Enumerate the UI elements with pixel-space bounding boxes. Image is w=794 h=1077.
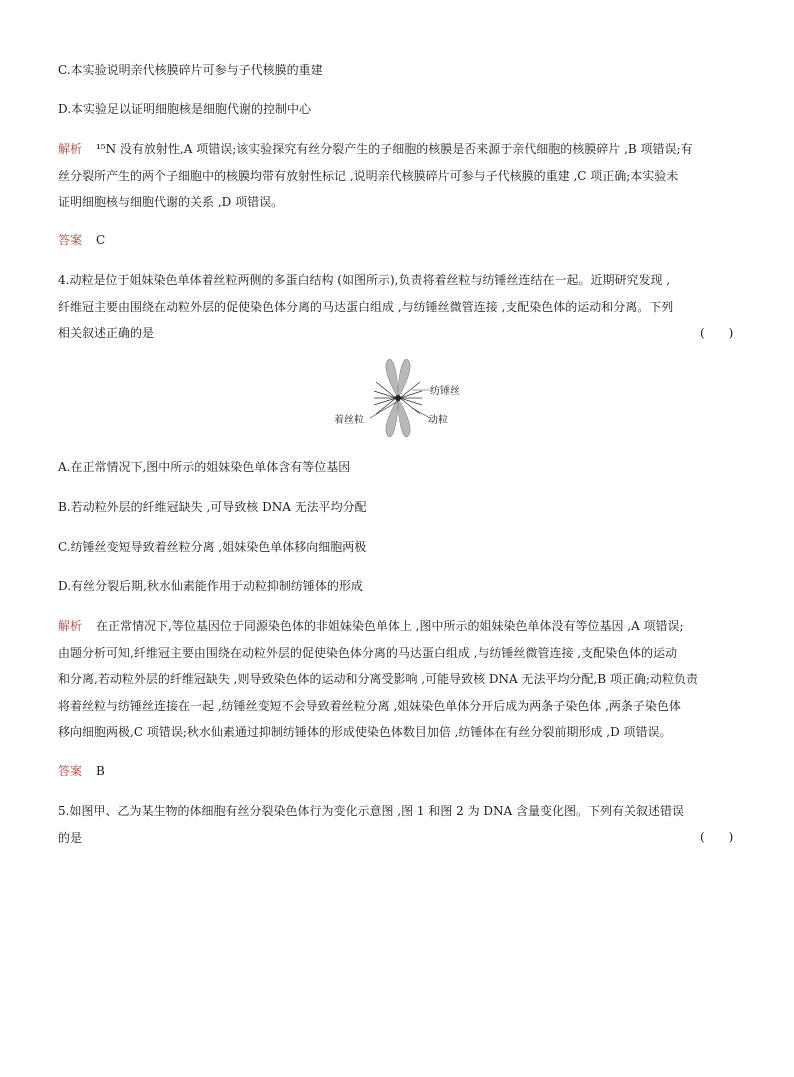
analysis-line: 移向细胞两极,C 项错误;秋水仙素通过抑制纺锤体的形成使染色体数目加倍 ,纺锤体在有丝分裂前期形成 ,D 项错误。 [58, 725, 672, 739]
option-d: D.本实验足以证明细胞核是细胞代谢的控制中心 [58, 102, 312, 116]
answer-value: C [96, 233, 106, 247]
question-5-stem [58, 804, 738, 857]
question-line: 相关叙述正确的是 [58, 326, 155, 340]
question-4-stem [58, 273, 738, 353]
question-line: 的是 [58, 830, 83, 845]
question-line: 纤维冠主要由围绕在动粒外层的促使染色体分离的马达蛋白组成 ,与纺锤丝微管连接 ,支配染色体的运动和分离。下列 [58, 299, 674, 314]
analysis-line: 丝分裂所产生的两个子细胞中的核膜均带有放射性标记 ,说明亲代核膜碎片可参与子代核膜的重建 ,C 项正确;本实验未 [58, 168, 679, 183]
answer-q4 [58, 764, 105, 778]
analysis-line: 证明细胞核与细胞代谢的关系 ,D 项错误。 [58, 195, 284, 209]
analysis-block-q4 [58, 619, 738, 752]
analysis-block-q3 [58, 142, 738, 222]
label-centromere: 着丝粒 [334, 415, 364, 426]
analysis-line: 将着丝粒与纺锤丝连接在一起 ,纺锤丝变短不会导致着丝粒分离 ,姐妹染色单体分开后成为两条子染色体 ,两条子染色体 [58, 698, 681, 713]
option-c: C.纺锤丝变短导致着丝粒分离 ,姐妹染色单体移向细胞两极 [58, 540, 367, 554]
answer-label: 答案 [58, 764, 83, 778]
option-a: A.在正常情况下,图中所示的姐妹染色单体含有等位基因 [58, 460, 351, 474]
label-spindle: 纺锤丝 [430, 386, 460, 397]
analysis-line: 由题分析可知,纤维冠主要由围绕在动粒外层的促使染色体分离的马达蛋白组成 ,与纺锤丝微管连接 ,支配染色体的运动 [58, 645, 678, 660]
label-kinetochore: 动粒 [428, 415, 448, 426]
option-c: C.本实验说明亲代核膜碎片可参与子代核膜的重建 [58, 63, 323, 77]
analysis-line: ¹⁵N 没有放射性,A 项错误;该实验探究有丝分裂产生的子细胞的核膜是否来源于亲代细胞的核膜碎片 ,B 项错误;有 [96, 142, 693, 156]
chromosome-figure [330, 356, 470, 440]
analysis-label: 解析 [58, 142, 83, 156]
answer-parentheses: ( ) [700, 830, 734, 844]
analysis-line: 在正常情况下,等位基因位于同源染色体的非姐妹染色单体上 ,图中所示的姐妹染色单体没有等位基因 ,A 项错误; [96, 619, 684, 633]
answer-label: 答案 [58, 233, 83, 247]
centromere-mark [395, 395, 401, 401]
answer-value: B [96, 764, 105, 778]
analysis-line: 和分离,若动粒外层的纤维冠缺失 ,则导致染色体的运动和分离受影响 ,可能导致核 DNA 无法平均分配,B 项正确;动粒负责 [58, 672, 698, 686]
answer-q3 [58, 233, 105, 247]
option-b: B.若动粒外层的纤维冠缺失 ,可导致核 DNA 无法平均分配 [58, 500, 367, 514]
option-d: D.有丝分裂后期,秋水仙素能作用于动粒抑制纺锤体的形成 [58, 579, 363, 593]
analysis-label: 解析 [58, 619, 83, 633]
question-line: 4.动粒是位于姐妹染色单体着丝粒两侧的多蛋白结构 (如图所示),负责将着丝粒与纺锤丝连结在一起。近期研究发现 , [58, 273, 671, 287]
answer-parentheses: ( ) [700, 326, 734, 340]
question-line: 5.如图甲、乙为某生物的体细胞有丝分裂染色体行为变化示意图 ,图 1 和图 2 为 DNA 含量变化图。下列有关叙述错误 [58, 804, 685, 818]
